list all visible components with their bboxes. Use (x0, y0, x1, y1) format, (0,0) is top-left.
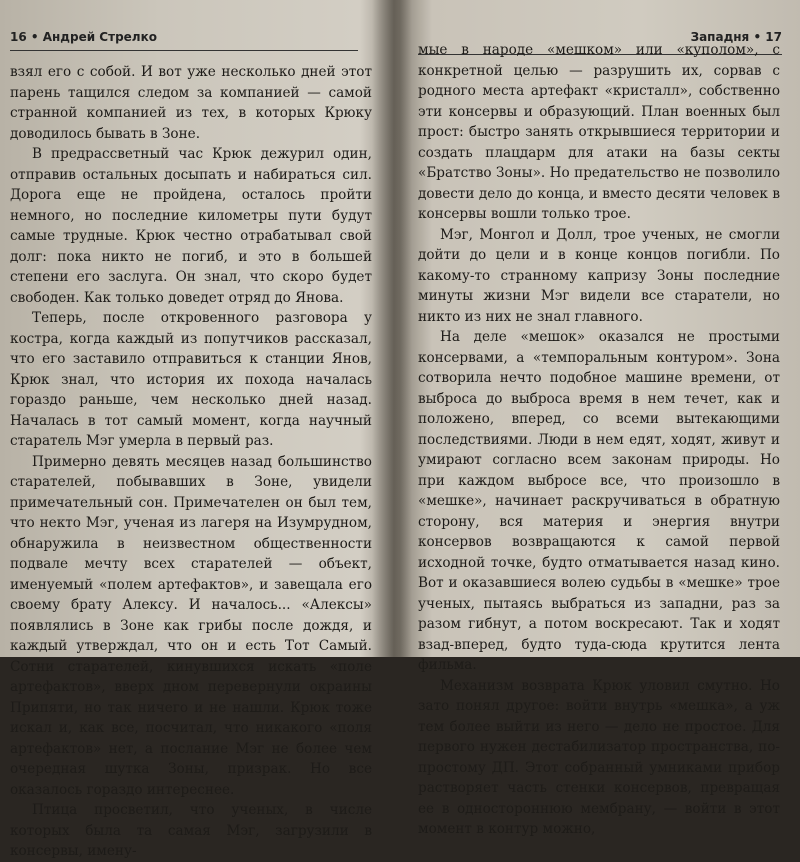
right-paragraph-1: мые в народе «мешком» или «куполом», с конкретной целью — разрушить их, сорвав с родного места артефакт «кристалл», собственно эти консервы и образующий. План военных был прост: быстро занять открывшиеся территории и создать плацдарм для атаки на базы секты «Братство Зоны». Но предательство не позволило довести дело до конца, и вместо десяти человек в консервы вошли только трое. (418, 42, 780, 222)
right-page (404, 0, 800, 837)
left-paragraph-1: взял его с собой. И вот уже несколько дней этот парень тащился следом за компанией — самой странной компанией из тех, в которых Крюку доводилось бывать в Зоне. (10, 64, 372, 142)
left-paragraph-3: Теперь, после откровенного разговора у костра, когда каждый из попутчиков рассказал, что его заставило отправиться к станции Янов, Крюк знал, что история их похода началась гораздо раньше, чем несколько дней назад. Началась в тот самый момент, когда научный старатель Мэг умерла в первый раз. (10, 310, 372, 449)
left-paragraph-2: В предрассветный час Крюк дежурил один, отправив остальных досыпать и набираться сил. Дорога еще не пройдена, осталось пройти немного, но последние километры пути будут самые трудные. Крюк честно отрабатывал свой долг: пока никто не погиб, и это в большей степени его заслуга. Он знал, что скоро будет свободен. Как только доведет отряд до Янова. (10, 146, 372, 306)
left-running-head: 16 • Андрей Стрелко (10, 30, 157, 44)
right-paragraph-3: На деле «мешок» оказался не простыми консервами, а «темпоральным контуром». Зона сотворила нечто подобное машине времени, от выброса до выброса время в нем течет, как и положено, вперед, со всеми вытекающими последствиями. Люди в нем едят, ходят, живут и умирают согласно всем законам природы. Но при каждом выбросе все, что произошло в «мешке», начинает раскручиваться в обратную сторону, вся материя и энергия внутри консервов возвращаются к самой первой исходной точке, будто отматывается назад кино. Вот и оказавшиеся волею судьбы в «мешке» трое ученых, пытаясь выбраться из западни, раз за разом гибнут, а потом воскресают. Так и ходят взад-вперед, будто туда-сюда крутится лента фильма. (418, 329, 780, 673)
right-page-text (418, 40, 780, 840)
left-header-rule (10, 50, 358, 51)
left-page-text (10, 62, 372, 862)
left-paragraph-5: Птица просветил, что ученых, в числе которых была та самая Мэг, загрузили в консервы, имену- (10, 802, 372, 859)
right-running-head: Западня • 17 (690, 30, 782, 44)
left-paragraph-4: Примерно девять месяцев назад большинство старателей, побывавших в Зоне, увидели примечательный сон. Примечателен он был тем, что некто Мэг, ученая из лагеря на Изумрудном, обнаружила в неизвестном общественности подвале мечту всех старателей — объект, именуемый «полем артефактов», и завещала его своему брату Алексу. И началось... «Алексы» появлялись в Зоне как грибы после дождя, и каждый утверждал, что он и есть Тот Самый. Сотни старателей, кинувшихся искать «поле артефактов», вверх дном перевернули окраины Припяти, но так ничего и не нашли. Крюк тоже искал и, как все, посчитал, что никакого «поля артефактов» нет, а послание Мэг не более чем очередная шутка Зоны, призрак. Но все оказалось гораздо интереснее. (10, 453, 372, 798)
right-paragraph-4: Механизм возврата Крюк уловил смутно. Но зато понял другое: войти внутрь «мешка», а уж тем более выйти из него — дело не простое. Для первого нужен дестабилизатор пространства, по-простому ДП. Этот собранный умниками прибор растворяет часть стенки консервов, превращая ее в одностороннюю мембрану, — войти в этот момент в контур можно, (418, 677, 780, 837)
left-page (0, 0, 398, 859)
right-paragraph-2: Мэг, Монгол и Долл, трое ученых, не смогли дойти до цели и в конце концов погибли. По какому-то странному капризу Зоны последние минуты жизни Мэг видели все старатели, но никто из них не знал главного. (418, 226, 780, 325)
